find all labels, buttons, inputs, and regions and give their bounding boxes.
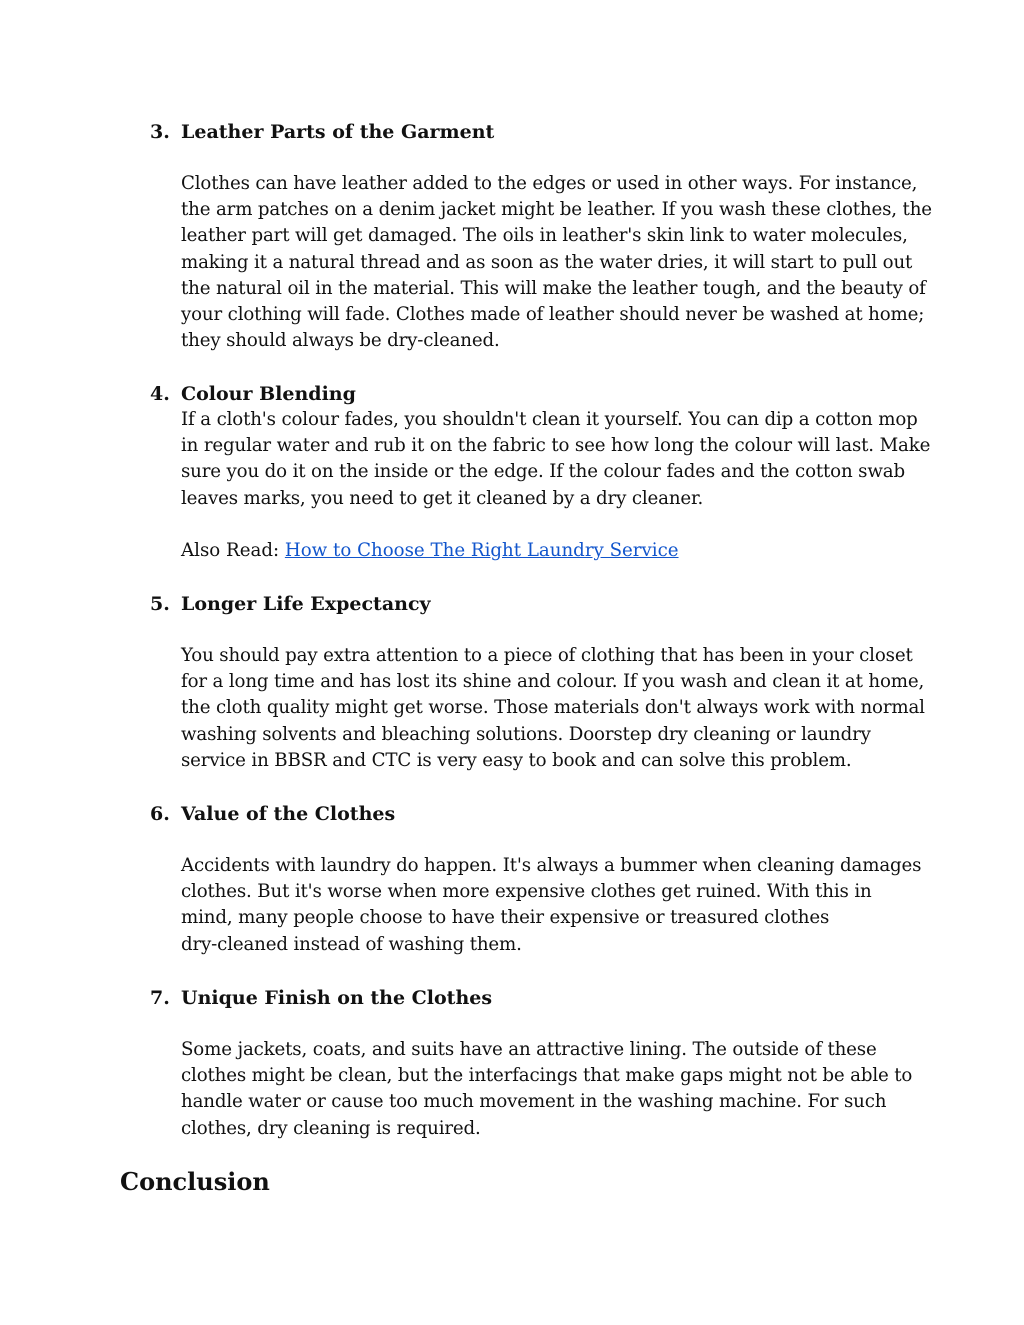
paragraph-line: Some jackets, coats, and suits have an attractive lining. The outside of these [181, 1039, 877, 1060]
also-read-link[interactable]: How to Choose The Right Laundry Service [284, 540, 679, 561]
paragraph-line: If a cloth's colour fades, you shouldn't clean it yourself. You can dip a cotton mop [181, 409, 918, 430]
item-paragraph [181, 171, 932, 354]
item-number: 3. [150, 121, 170, 143]
item-paragraph [181, 407, 931, 512]
paragraph-line: clothes, dry cleaning is required. [181, 1117, 481, 1139]
item-paragraph [181, 853, 922, 958]
paragraph-line: your clothing will fade. Clothes made of leather should never be washed at home; [181, 304, 925, 326]
paragraph-line: they should always be dry-cleaned. [181, 330, 500, 352]
paragraph-line: for a long time and has lost its shine and colour. If you wash and clean it at home, [181, 671, 925, 693]
item-heading: Colour Blending [181, 383, 356, 405]
paragraph-line: the arm patches on a denim jacket might be leather. If you wash these clothes, the [181, 199, 932, 221]
paragraph-line: in regular water and rub it on the fabric to see how long the colour will last. Make [181, 435, 931, 457]
paragraph-line: You should pay extra attention to a piece of clothing that has been in your closet [181, 645, 913, 666]
paragraph-line: Clothes can have leather added to the edges or used in other ways. For instance, [181, 173, 918, 194]
item-paragraph [181, 1037, 913, 1142]
paragraph-line: clothes. But it's worse when more expensive clothes get ruined. With this in [181, 881, 872, 903]
paragraph-line: clothes might be clean, but the interfacings that make gaps might not be able to [181, 1065, 913, 1087]
also-read-line [181, 538, 679, 564]
item-heading: Longer Life Expectancy [181, 593, 431, 615]
paragraph-line: the natural oil in the material. This will make the leather tough, and the beauty of [181, 277, 926, 299]
item-heading: Unique Finish on the Clothes [181, 987, 493, 1009]
item-heading: Leather Parts of the Garment [181, 121, 495, 143]
also-read-prefix: Also Read: [181, 540, 285, 561]
paragraph-line: making it a natural thread and as soon as the water dries, it will start to pull out [181, 251, 913, 273]
paragraph-line: sure you do it on the inside or the edge. If the colour fades and the cotton swab [181, 461, 905, 483]
conclusion-heading: Conclusion [120, 1167, 270, 1196]
paragraph-line: the cloth quality might get worse. Those materials don't always work with normal [181, 697, 925, 719]
paragraph-line: service in BBSR and CTC is very easy to book and can solve this problem. [181, 749, 852, 771]
item-number: 7. [150, 987, 170, 1009]
item-number: 4. [150, 383, 170, 405]
paragraph-line: handle water or cause too much movement in the washing machine. For such [181, 1091, 887, 1113]
item-number: 5. [150, 593, 170, 615]
paragraph-line: leaves marks, you need to get it cleaned by a dry cleaner. [181, 487, 704, 509]
item-heading: Value of the Clothes [181, 803, 396, 825]
item-number: 6. [150, 803, 170, 825]
paragraph-line: washing solvents and bleaching solutions. Doorstep dry cleaning or laundry [181, 723, 871, 745]
paragraph-line: Accidents with laundry do happen. It's always a bummer when cleaning damages [181, 855, 922, 876]
item-paragraph [181, 643, 925, 774]
paragraph-line: leather part will get damaged. The oils in leather's skin link to water molecules, [181, 225, 908, 247]
paragraph-line: mind, many people choose to have their expensive or treasured clothes [181, 907, 830, 929]
paragraph-line: dry-cleaned instead of washing them. [181, 933, 522, 955]
